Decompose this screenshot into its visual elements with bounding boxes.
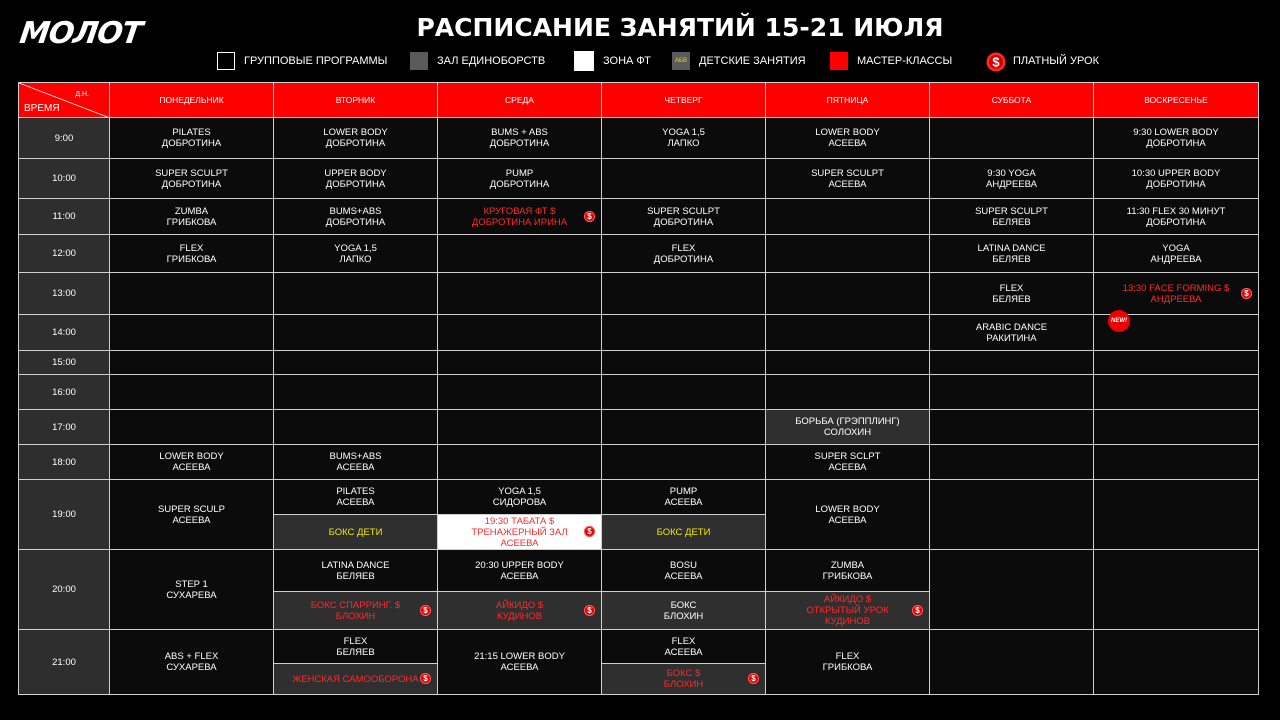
class-name: 10:30 UPPER BODY bbox=[1131, 167, 1221, 179]
class-name: ZUMBA bbox=[174, 205, 209, 217]
empty-cell bbox=[274, 375, 438, 410]
legend-label: ЗАЛ ЕДИНОБОРСТВ bbox=[437, 55, 546, 67]
legend-martial bbox=[410, 50, 545, 72]
class-name: LATINA DANCE bbox=[977, 242, 1046, 254]
class-name: SUPER SCULPT bbox=[155, 167, 228, 179]
empty-cell bbox=[438, 445, 602, 480]
legend-swatch-group bbox=[217, 52, 235, 70]
paid-class-cell[interactable] bbox=[274, 664, 438, 695]
class-name: АЙКИДО $ bbox=[495, 599, 544, 611]
empty-cell bbox=[766, 375, 930, 410]
empty-cell bbox=[602, 445, 766, 480]
class-name: ARABIC DANCE bbox=[975, 321, 1048, 333]
legend-master bbox=[830, 50, 952, 72]
day-header: ВОСКРЕСЕНЬЕ bbox=[1094, 83, 1259, 118]
coach-name: АСЕЕВА bbox=[828, 138, 867, 149]
empty-cell bbox=[110, 315, 274, 351]
empty-cell bbox=[602, 375, 766, 410]
table-row bbox=[19, 445, 1259, 480]
coach-name: АНДРЕЕВА bbox=[986, 178, 1037, 190]
paid-class-cell[interactable] bbox=[602, 664, 766, 695]
coach-name: АНДРЕЕВА bbox=[1150, 253, 1202, 265]
class-name: БОКС bbox=[670, 599, 697, 611]
coach-name: ДОБРОТИНА bbox=[325, 138, 386, 149]
class-cell[interactable] bbox=[110, 445, 274, 480]
coach-name: ДОБРОТИНА bbox=[489, 138, 550, 149]
class-name: YOGA 1,5 bbox=[662, 127, 705, 138]
class-name: LATINA DANCE bbox=[321, 559, 390, 571]
paid-class-cell[interactable] bbox=[274, 592, 438, 630]
time-slot: 11:00 bbox=[19, 199, 110, 235]
coach-name: БЕЛЯЕВ bbox=[992, 253, 1031, 265]
coach-name: ОТКРЫТЫЙ УРОК bbox=[806, 605, 889, 616]
class-name: 9:30 LOWER BODY bbox=[1133, 127, 1219, 138]
dollar-coin-icon: $ bbox=[912, 605, 923, 616]
coach-name: БЕЛЯЕВ bbox=[992, 293, 1031, 305]
class-name: SUPER SCULPT bbox=[811, 167, 884, 179]
class-cell[interactable] bbox=[110, 480, 274, 550]
class-name: БОКС ДЕТИ bbox=[328, 526, 383, 538]
legend-swatch-martial bbox=[410, 52, 428, 70]
coach-name: ДОБРОТИНА bbox=[653, 216, 714, 228]
legend-label: ЗОНА ФТ bbox=[603, 55, 651, 67]
legend-kids bbox=[672, 50, 806, 72]
coach-name: АСЕЕВА bbox=[828, 462, 867, 473]
empty-cell bbox=[438, 375, 602, 410]
coach-name: ГРИБКОВА bbox=[166, 253, 217, 265]
class-name: PILATES bbox=[172, 127, 211, 138]
class-cell[interactable] bbox=[766, 550, 930, 592]
coach-name: ГРИБКОВА bbox=[166, 216, 217, 228]
class-name: 19:30 ТАБАТА $ bbox=[484, 515, 555, 527]
day-header: ВТОРНИК bbox=[274, 83, 438, 118]
coach-name: АСЕЕВА bbox=[500, 570, 539, 582]
class-cell[interactable] bbox=[274, 480, 438, 515]
day-header: ПОНЕДЕЛЬНИК bbox=[110, 83, 274, 118]
table-row bbox=[19, 630, 1259, 664]
empty-cell bbox=[930, 375, 1094, 410]
class-cell[interactable] bbox=[110, 159, 274, 199]
class-cell[interactable] bbox=[438, 630, 602, 695]
empty-cell bbox=[930, 550, 1094, 630]
class-name: STEP 1 bbox=[175, 578, 208, 590]
logo: МОЛОТ bbox=[17, 16, 144, 51]
class-cell[interactable] bbox=[1094, 118, 1259, 159]
empty-cell bbox=[1094, 410, 1259, 445]
class-name: PUMP bbox=[505, 167, 534, 179]
empty-cell bbox=[1094, 630, 1259, 695]
legend-swatch-master bbox=[830, 52, 848, 70]
coach-name: ЛАПКО bbox=[667, 138, 700, 149]
legend-label: ГРУППОВЫЕ ПРОГРАММЫ bbox=[244, 55, 388, 67]
empty-cell bbox=[438, 351, 602, 375]
legend bbox=[0, 50, 1280, 72]
page-title: РАСПИСАНИЕ ЗАНЯТИЙ 15-21 ИЮЛЯ bbox=[416, 13, 944, 42]
class-cell[interactable] bbox=[110, 199, 274, 235]
coach-name: ДОБРОТИНА bbox=[325, 216, 386, 228]
empty-cell bbox=[438, 315, 602, 351]
legend-swatch-ft bbox=[574, 51, 594, 71]
time-slot: 12:00 bbox=[19, 235, 110, 273]
day-header: СУББОТА bbox=[930, 83, 1094, 118]
coach-name: ГРИБКОВА bbox=[822, 662, 873, 673]
dollar-coin-icon: $ bbox=[584, 526, 595, 537]
coach-name: КУДИНОВ bbox=[824, 616, 871, 627]
dollar-coin-icon bbox=[986, 52, 1004, 70]
time-slot: 9:00 bbox=[19, 118, 110, 159]
schedule-table bbox=[18, 82, 1259, 695]
time-slot: 20:00 bbox=[19, 550, 110, 630]
class-name: FLEX bbox=[179, 242, 204, 254]
empty-cell bbox=[602, 159, 766, 199]
table-row bbox=[19, 118, 1259, 159]
class-name: LOWER BODY bbox=[815, 127, 880, 138]
class-name: BUMS + ABS bbox=[491, 127, 548, 138]
class-name: 13:30 FACE FORMING $ bbox=[1122, 282, 1230, 294]
legend-group bbox=[217, 50, 387, 72]
coach-name: АСЕЕВА bbox=[500, 662, 539, 673]
coach-name: БЛОХИН bbox=[663, 679, 704, 690]
empty-cell bbox=[930, 445, 1094, 480]
class-cell[interactable] bbox=[274, 118, 438, 159]
class-cell[interactable] bbox=[110, 630, 274, 695]
class-cell[interactable] bbox=[766, 445, 930, 480]
legend-ft bbox=[574, 50, 651, 72]
coach-name: БЕЛЯЕВ bbox=[336, 646, 375, 658]
time-slot: 15:00 bbox=[19, 351, 110, 375]
martial-class-cell[interactable] bbox=[766, 410, 930, 445]
header-corner bbox=[19, 83, 110, 118]
day-header: ПЯТНИЦА bbox=[766, 83, 930, 118]
class-cell[interactable] bbox=[602, 118, 766, 159]
class-cell[interactable] bbox=[110, 550, 274, 630]
class-name: FLEX bbox=[671, 242, 696, 254]
class-name: YOGA 1,5 bbox=[498, 486, 541, 497]
paid-class-cell[interactable] bbox=[766, 592, 930, 630]
coach-name: СУХАРЕВА bbox=[166, 589, 217, 601]
table-row bbox=[19, 315, 1259, 351]
empty-cell bbox=[110, 273, 274, 315]
empty-cell bbox=[766, 273, 930, 315]
table-row bbox=[19, 550, 1259, 592]
time-slot: 14:00 bbox=[19, 315, 110, 351]
dollar-coin-icon: $ bbox=[420, 673, 431, 684]
class-name: UPPER BODY bbox=[324, 167, 387, 179]
class-cell[interactable] bbox=[1094, 199, 1259, 235]
class-name: LOWER BODY bbox=[159, 451, 224, 462]
coach-name: ЛАПКО bbox=[339, 253, 372, 265]
coach-name: ДОБРОТИНА bbox=[1146, 178, 1206, 190]
class-name: БОКС $ bbox=[666, 668, 701, 679]
time-slot: 18:00 bbox=[19, 445, 110, 480]
dollar-coin-icon: $ bbox=[420, 605, 431, 616]
class-cell[interactable] bbox=[274, 630, 438, 664]
empty-cell bbox=[1094, 480, 1259, 550]
class-cell[interactable] bbox=[1094, 159, 1259, 199]
class-cell[interactable] bbox=[930, 199, 1094, 235]
empty-cell bbox=[1094, 550, 1259, 630]
empty-cell bbox=[930, 480, 1094, 550]
empty-cell bbox=[930, 351, 1094, 375]
coach-name: АСЕЕВА bbox=[664, 570, 703, 582]
coach-name: АСЕЕВА bbox=[172, 462, 211, 473]
coach-name: ДОБРОТИНА bbox=[161, 138, 222, 149]
empty-cell bbox=[602, 273, 766, 315]
table-row bbox=[19, 410, 1259, 445]
class-name: FLEX bbox=[999, 282, 1024, 294]
empty-cell bbox=[274, 410, 438, 445]
dollar-coin-icon: $ bbox=[584, 605, 595, 616]
empty-cell bbox=[1094, 445, 1259, 480]
class-name: ZUMBA bbox=[830, 559, 865, 571]
class-cell[interactable] bbox=[930, 315, 1094, 351]
empty-cell bbox=[1094, 375, 1259, 410]
class-name: YOGA 1,5 bbox=[334, 242, 377, 254]
class-cell[interactable] bbox=[1094, 235, 1259, 273]
class-cell[interactable] bbox=[766, 159, 930, 199]
empty-cell bbox=[766, 235, 930, 273]
legend-swatch-kids: АБВ bbox=[672, 52, 690, 70]
table-row bbox=[19, 199, 1259, 235]
time-slot: 13:00 bbox=[19, 273, 110, 315]
time-slot: 17:00 bbox=[19, 410, 110, 445]
kids-class-cell[interactable] bbox=[602, 515, 766, 550]
time-slot: 19:00 bbox=[19, 480, 110, 550]
time-slot: 16:00 bbox=[19, 375, 110, 410]
class-cell[interactable] bbox=[930, 159, 1094, 199]
class-name: YOGA bbox=[1162, 242, 1190, 254]
paid-class-cell[interactable] bbox=[438, 515, 602, 550]
coach-name: АСЕЕВА bbox=[500, 537, 539, 549]
coach-name: АСЕЕВА bbox=[172, 514, 211, 526]
dollar-coin-icon: $ bbox=[1241, 288, 1252, 299]
time-axis-label: ВРЕМЯ bbox=[24, 103, 60, 114]
empty-cell bbox=[766, 351, 930, 375]
table-row bbox=[19, 273, 1259, 315]
coach-name: ДОБРОТИНА ИРИНА bbox=[471, 216, 568, 228]
paid-class-cell[interactable] bbox=[1094, 273, 1259, 324]
class-name: 20:30 UPPER BODY bbox=[475, 559, 564, 571]
class-name: PILATES bbox=[336, 486, 375, 497]
class-cell[interactable] bbox=[110, 118, 274, 159]
coach-name: ТРЕНАЖЕРНЫЙ ЗАЛ bbox=[471, 526, 568, 538]
class-cell[interactable] bbox=[274, 445, 438, 480]
coach-name: АСЕЕВА bbox=[336, 497, 375, 508]
class-name: PUMP bbox=[669, 486, 698, 497]
class-cell[interactable] bbox=[766, 630, 930, 695]
legend-paid bbox=[986, 50, 1099, 72]
class-name: 21:15 LOWER BODY bbox=[474, 651, 565, 662]
table-row bbox=[19, 351, 1259, 375]
legend-label: ПЛАТНЫЙ УРОК bbox=[1013, 55, 1100, 67]
class-name: БОКС СПАРРИНГ. $ bbox=[310, 599, 401, 611]
empty-cell bbox=[110, 375, 274, 410]
class-cell[interactable] bbox=[110, 235, 274, 273]
table-row bbox=[19, 375, 1259, 410]
class-cell[interactable] bbox=[438, 118, 602, 159]
coach-name: РАКИТИНА bbox=[986, 332, 1037, 344]
empty-cell bbox=[438, 410, 602, 445]
legend-label: МАСТЕР-КЛАССЫ bbox=[857, 55, 953, 67]
header-row bbox=[19, 83, 1259, 118]
kids-class-cell[interactable] bbox=[274, 515, 438, 550]
dollar-coin-icon: $ bbox=[584, 211, 595, 222]
class-name: BOSU bbox=[670, 559, 697, 571]
class-cell[interactable] bbox=[602, 630, 766, 664]
coach-name: СИДОРОВА bbox=[492, 497, 547, 508]
coach-name: ДОБРОТИНА bbox=[1146, 216, 1206, 228]
class-cell[interactable] bbox=[602, 235, 766, 273]
table-row bbox=[19, 235, 1259, 273]
paid-class-cell[interactable] bbox=[438, 592, 602, 630]
legend-label: ДЕТСКИЕ ЗАНЯТИЯ bbox=[699, 55, 806, 67]
empty-cell bbox=[766, 199, 930, 235]
time-slot: 10:00 bbox=[19, 159, 110, 199]
empty-cell bbox=[930, 630, 1094, 695]
class-name: LOWER BODY bbox=[323, 127, 388, 138]
class-name: ABS + FLEX bbox=[164, 651, 219, 662]
class-cell[interactable] bbox=[274, 550, 438, 592]
class-cell[interactable] bbox=[274, 235, 438, 273]
coach-name: АСЕЕВА bbox=[336, 462, 375, 473]
class-cell[interactable] bbox=[930, 273, 1094, 315]
coach-name: АСЕЕВА bbox=[664, 497, 703, 508]
coach-name: ГРИБКОВА bbox=[822, 570, 873, 582]
coach-name: СОЛОХИН bbox=[823, 427, 872, 438]
empty-cell bbox=[1094, 351, 1259, 375]
time-slot: 21:00 bbox=[19, 630, 110, 695]
martial-class-cell[interactable] bbox=[602, 592, 766, 630]
class-name: 11:30 FLEX 30 МИНУТ bbox=[1126, 205, 1226, 217]
coach-name: БЕЛЯЕВ bbox=[992, 216, 1031, 228]
class-cell[interactable] bbox=[438, 550, 602, 592]
empty-cell bbox=[602, 315, 766, 351]
class-name: LOWER BODY bbox=[815, 503, 880, 515]
table-row bbox=[19, 159, 1259, 199]
class-name: БОКС ДЕТИ bbox=[656, 526, 711, 538]
empty-cell bbox=[110, 410, 274, 445]
class-cell[interactable] bbox=[930, 235, 1094, 273]
class-name: АЙКИДО $ bbox=[823, 594, 872, 605]
empty-cell bbox=[766, 315, 930, 351]
class-cell[interactable] bbox=[602, 480, 766, 515]
coach-name: КУДИНОВ bbox=[496, 610, 543, 622]
class-name: 9:30 YOGA bbox=[987, 167, 1036, 179]
class-name: FLEX bbox=[835, 651, 860, 662]
empty-cell bbox=[930, 118, 1094, 159]
coach-name: АСЕЕВА bbox=[828, 514, 867, 526]
new-badge-icon: NEW! bbox=[1108, 310, 1130, 332]
class-cell[interactable] bbox=[602, 550, 766, 592]
class-name: КРУГОВАЯ ФТ $ bbox=[483, 205, 556, 217]
class-name: SUPER SCULPT bbox=[647, 205, 720, 217]
coach-name: ДОБРОТИНА bbox=[653, 253, 714, 265]
empty-cell bbox=[602, 410, 766, 445]
coach-name: ДОБРОТИНА bbox=[1146, 138, 1206, 149]
class-name: BUMS+ABS bbox=[329, 451, 382, 462]
empty-cell bbox=[274, 273, 438, 315]
class-name: BUMS+ABS bbox=[329, 205, 382, 217]
coach-name: ДОБРОТИНА bbox=[325, 178, 386, 190]
class-name: SUPER SCULPT bbox=[975, 205, 1048, 217]
class-cell[interactable] bbox=[438, 480, 602, 515]
paid-class-cell[interactable] bbox=[438, 199, 602, 235]
class-name: SUPER SCLPT bbox=[814, 451, 881, 462]
empty-cell bbox=[438, 235, 602, 273]
empty-cell bbox=[438, 273, 602, 315]
coach-name: СУХАРЕВА bbox=[166, 662, 217, 673]
class-cell[interactable] bbox=[274, 199, 438, 235]
day-header: СРЕДА bbox=[438, 83, 602, 118]
coach-name: АСЕЕВА bbox=[828, 178, 867, 190]
class-cell[interactable] bbox=[274, 159, 438, 199]
empty-cell bbox=[110, 351, 274, 375]
coach-name: БЛОХИН bbox=[663, 610, 704, 622]
dollar-coin-icon: $ bbox=[748, 673, 759, 684]
class-name: FLEX bbox=[343, 635, 368, 647]
day-header: ЧЕТВЕРГ bbox=[602, 83, 766, 118]
empty-cell bbox=[930, 410, 1094, 445]
coach-name: ДОБРОТИНА bbox=[489, 178, 550, 190]
class-cell[interactable] bbox=[438, 159, 602, 199]
coach-name: ДОБРОТИНА bbox=[161, 178, 222, 190]
empty-cell bbox=[274, 351, 438, 375]
empty-cell bbox=[602, 351, 766, 375]
coach-name: БЕЛЯЕВ bbox=[336, 570, 375, 582]
table-row bbox=[19, 480, 1259, 515]
class-cell[interactable] bbox=[766, 480, 930, 550]
coach-name: БЛОХИН bbox=[335, 610, 376, 622]
coach-name: АСЕЕВА bbox=[664, 646, 703, 658]
day-axis-label: Д.Н. bbox=[75, 91, 89, 98]
class-name: FLEX bbox=[671, 635, 696, 647]
svg-text:$: $ bbox=[992, 54, 1000, 70]
class-name: SUPER SCULP bbox=[157, 503, 226, 515]
class-name: ЖЕНСКАЯ САМООБОРОНА bbox=[292, 673, 419, 685]
class-name: БОРЬБА (ГРЭППЛИНГ) bbox=[795, 416, 900, 427]
class-cell[interactable] bbox=[602, 199, 766, 235]
empty-cell bbox=[274, 315, 438, 351]
class-cell[interactable] bbox=[766, 118, 930, 159]
coach-name: АНДРЕЕВА bbox=[1150, 293, 1202, 305]
